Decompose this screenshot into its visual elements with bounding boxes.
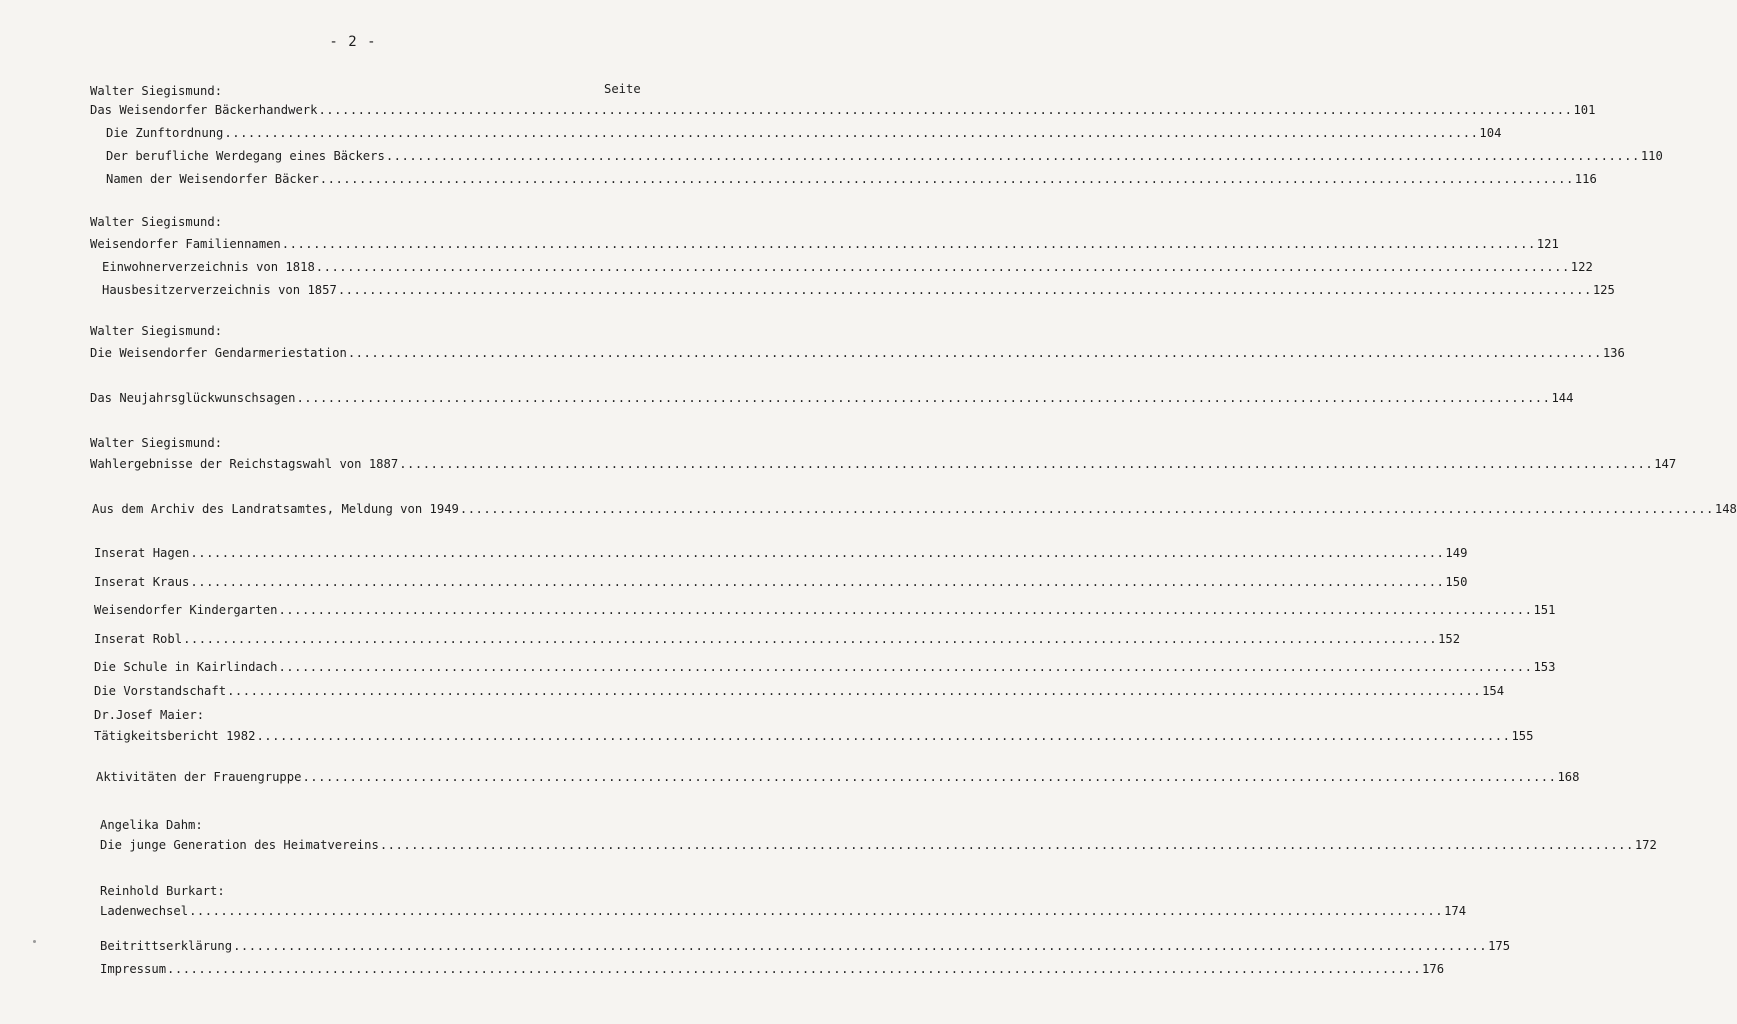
toc-entry-title: Beitrittserklärung [100, 939, 233, 953]
toc-entry-title: Die Zunftordnung [106, 126, 224, 140]
toc-entry-title: Weisendorfer Kindergarten [94, 603, 278, 617]
toc-entry-title: Die junge Generation des Heimatvereins [100, 838, 379, 852]
toc-entry [94, 603, 1556, 621]
toc-entry-page: 176 [1422, 962, 1445, 976]
dot-leader: ................................................................................................................................................................ [190, 546, 1445, 560]
dot-leader: ................................................................................................................................................................ [399, 457, 1654, 471]
toc-entry [100, 939, 1511, 957]
toc-entry [106, 126, 1502, 144]
toc-entry-title: Das Weisendorfer Bäckerhandwerk [90, 103, 318, 117]
toc-entry-page: 116 [1574, 172, 1597, 186]
toc-entry-title: Impressum [100, 962, 167, 976]
dot-leader: ................................................................................................................................................................ [278, 603, 1533, 617]
toc-entry-page: 152 [1438, 632, 1461, 646]
dot-leader: ................................................................................................................................................................ [233, 939, 1488, 953]
toc-entry-page: 155 [1511, 729, 1534, 743]
toc-entry-title: Namen der Weisendorfer Bäcker [106, 172, 319, 186]
toc-entry [90, 237, 1559, 255]
toc-entry [94, 729, 1534, 747]
toc-entry-page: 154 [1482, 684, 1505, 698]
dot-leader: ................................................................................................................................................................ [318, 103, 1573, 117]
toc-entry-title: Einwohnerverzeichnis von 1818 [102, 260, 315, 274]
toc-entry [102, 260, 1593, 278]
dot-leader: ................................................................................................................................................................ [256, 729, 1511, 743]
toc-entry [106, 149, 1663, 167]
toc-entry-title: Das Neujahrsglückwunschsagen [90, 391, 296, 405]
page-number: - 2 - [329, 34, 377, 50]
toc-entry-page: 121 [1536, 237, 1559, 251]
toc-entry-page: 174 [1444, 904, 1467, 918]
dot-leader: ................................................................................................................................................................ [189, 904, 1444, 918]
toc-entry [94, 575, 1468, 593]
dot-leader: ................................................................................................................................................................ [337, 283, 1592, 297]
toc-entry-title: Die Schule in Kairlindach [94, 660, 278, 674]
toc-entry [90, 346, 1625, 364]
author-label: Walter Siegismund: [90, 215, 223, 229]
toc-entry [90, 391, 1574, 409]
toc-entry [94, 684, 1505, 702]
toc-entry-page: 150 [1445, 575, 1468, 589]
dot-leader: ................................................................................................................................................................ [167, 962, 1422, 976]
toc-entry [94, 660, 1556, 678]
toc-entry [96, 770, 1580, 788]
dot-leader: ................................................................................................................................................................ [379, 838, 1634, 852]
toc-entry-title: Tätigkeitsbericht 1982 [94, 729, 256, 743]
toc-entry-title: Die Weisendorfer Gendarmeriestation [90, 346, 347, 360]
toc-entry [100, 904, 1467, 922]
toc-entry-title: Ladenwechsel [100, 904, 189, 918]
dot-leader: ................................................................................................................................................................ [385, 149, 1640, 163]
toc-entry-title: Aus dem Archiv des Landratsamtes, Meldung von 1949 [92, 502, 459, 516]
toc-entry-page: 148 [1714, 502, 1737, 516]
toc-entry-page: 122 [1570, 260, 1593, 274]
dot-leader: ................................................................................................................................................................ [302, 770, 1557, 784]
author-label: Walter Siegismund: [90, 84, 223, 98]
toc-entry [90, 457, 1677, 475]
dot-leader: ................................................................................................................................................................ [319, 172, 1574, 186]
toc-entry-title: Hausbesitzerverzeichnis von 1857 [102, 283, 337, 297]
toc-entry [90, 103, 1596, 121]
seite-column-header: Seite [604, 82, 641, 96]
toc-entry-page: 172 [1634, 838, 1657, 852]
toc-entry-page: 147 [1654, 457, 1677, 471]
author-label: Reinhold Burkart: [100, 884, 225, 898]
toc-entry [102, 283, 1615, 301]
toc-entry-page: 144 [1551, 391, 1574, 405]
toc-entry-title: Wahlergebnisse der Reichstagswahl von 1887 [90, 457, 399, 471]
toc-entry [92, 502, 1737, 520]
paper-speck [33, 940, 36, 943]
author-label: Walter Siegismund: [90, 324, 223, 338]
dot-leader: ................................................................................................................................................................ [315, 260, 1570, 274]
toc-entry-title: Die Vorstandschaft [94, 684, 227, 698]
author-label: Angelika Dahm: [100, 818, 203, 832]
toc-entry-title: Inserat Hagen [94, 546, 190, 560]
toc-entry-title: Weisendorfer Familiennamen [90, 237, 281, 251]
dot-leader: ................................................................................................................................................................ [190, 575, 1445, 589]
toc-entry [106, 172, 1597, 190]
dot-leader: ................................................................................................................................................................ [459, 502, 1714, 516]
toc-entry [100, 962, 1445, 980]
toc-entry [94, 632, 1461, 650]
toc-entry-title: Inserat Robl [94, 632, 183, 646]
dot-leader: ................................................................................................................................................................ [224, 126, 1479, 140]
toc-entry [94, 546, 1468, 564]
toc-entry-page: 151 [1533, 603, 1556, 617]
toc-entry-title: Der berufliche Werdegang eines Bäckers [106, 149, 385, 163]
dot-leader: ................................................................................................................................................................ [281, 237, 1536, 251]
toc-entry-page: 149 [1445, 546, 1468, 560]
toc-entry-page: 168 [1557, 770, 1580, 784]
dot-leader: ................................................................................................................................................................ [183, 632, 1438, 646]
toc-entry-page: 153 [1533, 660, 1556, 674]
toc-entry-page: 104 [1479, 126, 1502, 140]
dot-leader: ................................................................................................................................................................ [347, 346, 1602, 360]
author-label: Dr.Josef Maier: [94, 708, 205, 722]
toc-entry-title: Aktivitäten der Frauengruppe [96, 770, 302, 784]
toc-entry [100, 838, 1657, 856]
author-label: Walter Siegismund: [90, 436, 223, 450]
toc-entry-page: 175 [1488, 939, 1511, 953]
toc-entry-page: 110 [1640, 149, 1663, 163]
toc-entry-page: 101 [1573, 103, 1596, 117]
toc-entry-page: 136 [1602, 346, 1625, 360]
dot-leader: ................................................................................................................................................................ [296, 391, 1551, 405]
toc-entry-title: Inserat Kraus [94, 575, 190, 589]
dot-leader: ................................................................................................................................................................ [278, 660, 1533, 674]
dot-leader: ................................................................................................................................................................ [227, 684, 1482, 698]
toc-entry-page: 125 [1592, 283, 1615, 297]
